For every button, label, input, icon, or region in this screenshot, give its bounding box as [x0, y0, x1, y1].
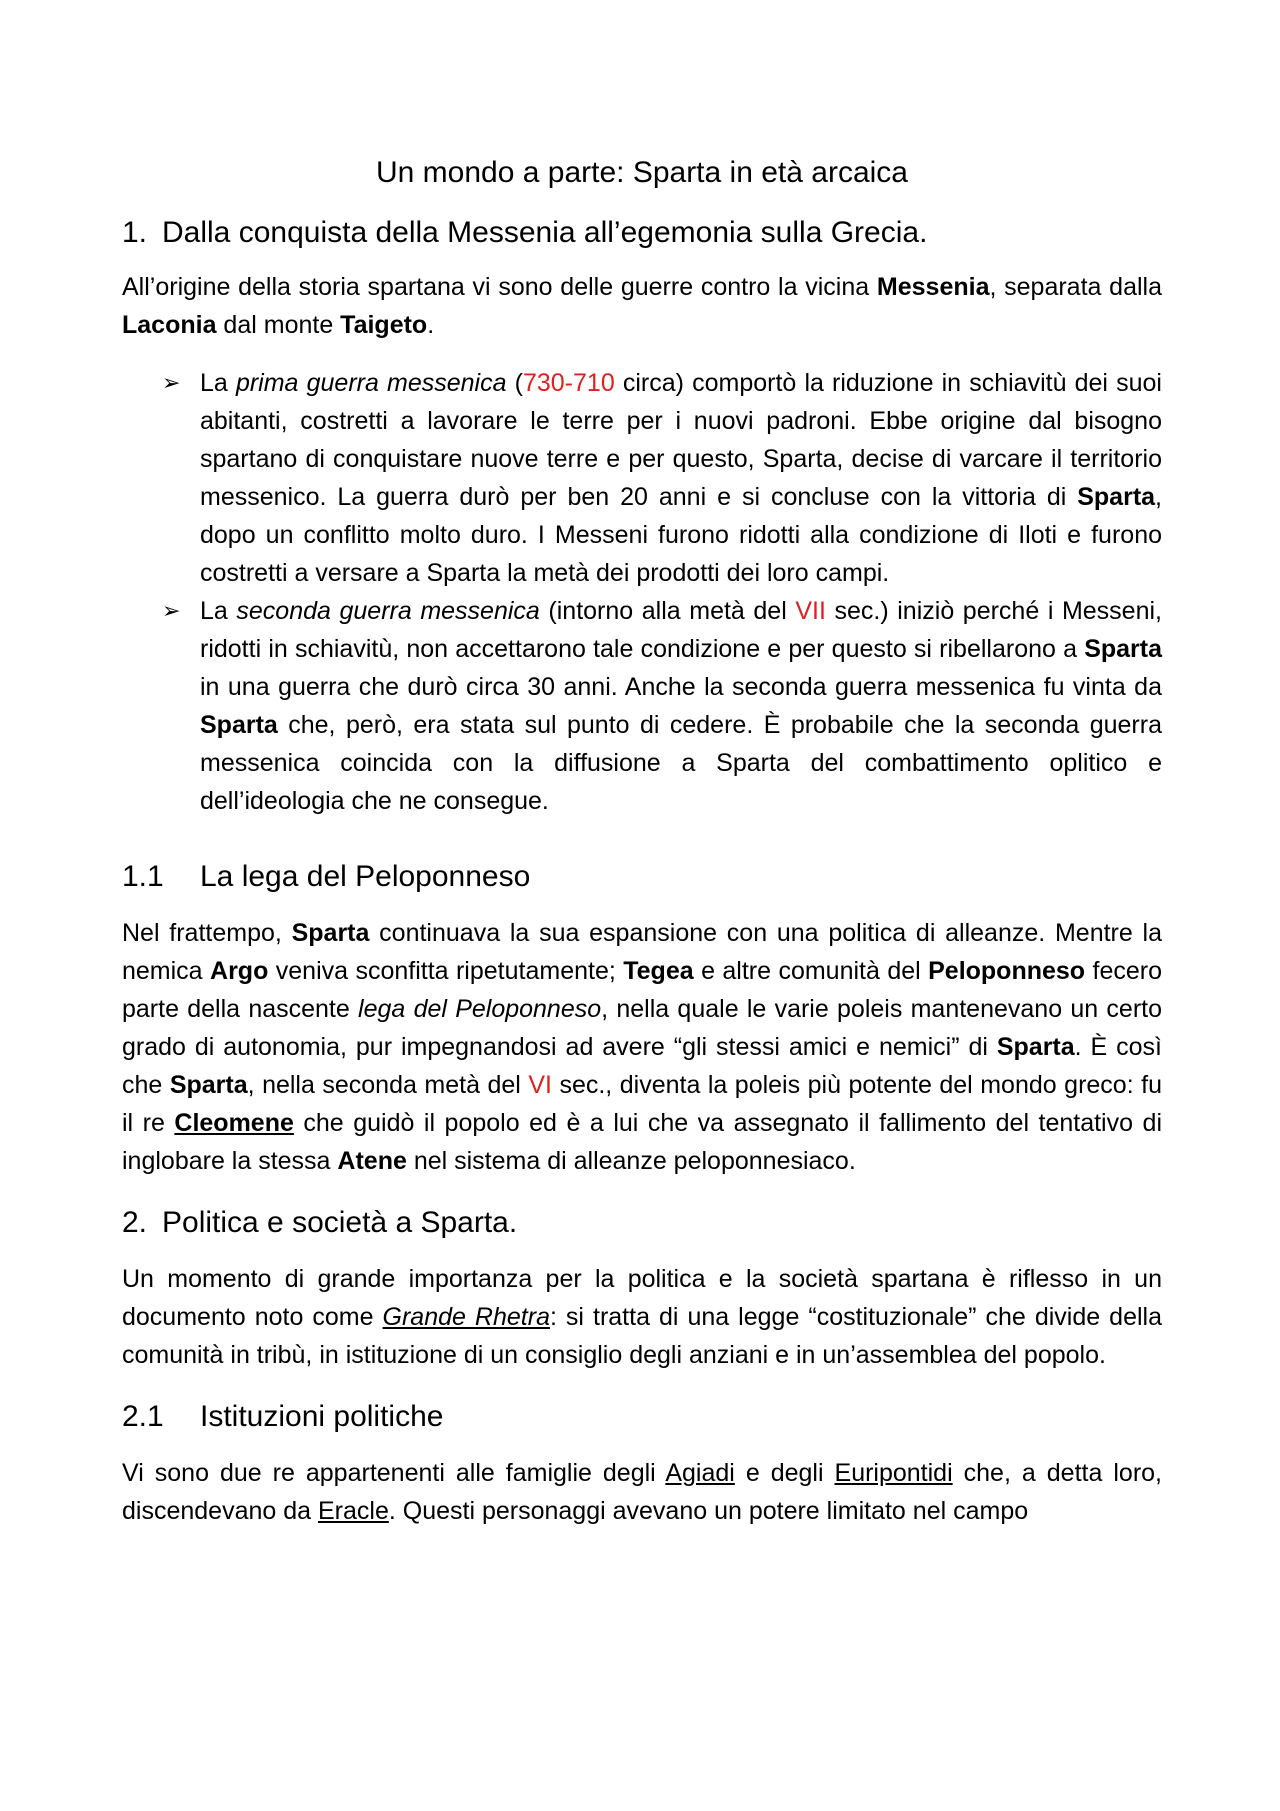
term-sparta: Sparta	[200, 711, 278, 739]
section-heading-2	[122, 1206, 1162, 1240]
text-run: che, però, era stata sul punto di cedere. È probabile che la seconda guerra messenica coincida con la diffusione a Sparta del combattimento oplitico e dell’ideologia che ne consegue.	[200, 711, 1162, 815]
term-taigeto: Taigeto	[340, 311, 428, 339]
text-run: . È così che	[122, 1033, 1162, 1099]
term-prima-guerra: prima guerra messenica	[235, 369, 507, 397]
section-title: Politica e società a Sparta.	[162, 1206, 518, 1239]
term-messenia: Messenia	[876, 273, 990, 301]
text-run: .	[427, 311, 435, 339]
term-sparta: Sparta	[996, 1033, 1075, 1061]
term-eracle: Eracle	[317, 1497, 389, 1525]
text-run: circa) comportò la riduzione in schiavitù dei suoi abitanti, costretti a lavorare le terre per i nuovi padroni. Ebbe origine dal bisogno spartano di conquistare nuove terre e per questo, Sparta, decise di varcare il territorio messenico. La guerra durò per ben 20 anni e si concluse con la vittoria di	[200, 369, 1162, 511]
text-run: La	[200, 369, 236, 397]
text-run: che, a detta loro, discendevano da	[122, 1459, 1162, 1525]
text-run: sec., diventa la poleis più potente del mondo greco: fu il re	[122, 1071, 1162, 1137]
arrowhead-bullet-icon: ➢	[162, 598, 181, 623]
text-run: continuava la sua espansione con una politica di alleanze. Mentre la nemica	[122, 919, 1163, 985]
text-run: Un momento di grande importanza per la politica e la società spartana è riflesso in un documento noto come	[122, 1265, 1162, 1331]
section-title: Istituzioni politiche	[200, 1400, 444, 1433]
text-run: , separata dalla	[989, 273, 1162, 301]
section-title: La lega del Peloponneso	[200, 860, 531, 893]
term-laconia: Laconia	[122, 311, 217, 339]
text-run: , nella quale le varie poleis mantenevano un certo grado di autonomia, pur impegnandosi ad avere “gli stessi amici e nemici” di	[122, 995, 1163, 1061]
text-run: nel sistema di alleanze peloponnesiaco.	[406, 1147, 856, 1175]
text-run: . Questi personaggi avevano un potere limitato nel campo	[388, 1497, 1029, 1525]
section-number: 2.1	[122, 1400, 164, 1433]
text-run: (intorno alla metà del	[539, 597, 796, 625]
lega-paragraph	[122, 914, 1162, 1180]
term-peloponneso: Peloponneso	[928, 957, 1086, 985]
istituzioni-paragraph	[122, 1454, 1162, 1530]
century-highlight: VI	[528, 1071, 552, 1099]
document-body	[122, 150, 1162, 1530]
bullet-list	[122, 364, 1162, 820]
text-run: , dopo un conflitto molto duro. I Messeni furono ridotti alla condizione di Iloti e furono costretti a versare a Sparta la metà dei prodotti dei loro campi.	[200, 483, 1162, 587]
section-heading-1-1	[122, 860, 1162, 894]
term-sparta: Sparta	[169, 1071, 248, 1099]
section-number: 1.1	[122, 860, 164, 893]
term-argo: Argo	[210, 957, 269, 985]
term-sparta: Sparta	[291, 919, 370, 947]
text-run: , nella seconda metà del	[247, 1071, 529, 1099]
term-seconda-guerra: seconda guerra messenica	[236, 597, 540, 625]
term-lega: lega del Peloponneso	[358, 995, 602, 1023]
text-run: dal monte	[216, 311, 341, 339]
term-euripontidi: Euripontidi	[834, 1459, 953, 1487]
page-title: Un mondo a parte: Sparta in età arcaica	[376, 156, 908, 189]
text-run: : si tratta di una legge “costituzionale” che divide della comunità in tribù, in istituzione di un consiglio degli anziani e in un’assemblea del popolo.	[122, 1303, 1162, 1369]
list-item	[122, 364, 1162, 592]
arrowhead-bullet-icon: ➢	[162, 370, 181, 395]
text-run: e degli	[734, 1459, 835, 1487]
text-run: All’origine della storia spartana vi sono delle guerre contro la vicina	[122, 273, 877, 301]
term-sparta: Sparta	[1084, 635, 1162, 663]
text-run: e altre comunità del	[693, 957, 929, 985]
term-tegea: Tegea	[623, 957, 694, 985]
section-number: 1.	[122, 216, 148, 249]
text-run: Vi sono due re appartenenti alle famiglie degli	[122, 1459, 666, 1487]
text-run: che guidò il popolo ed è a lui che va assegnato il fallimento del tentativo di inglobare la stessa	[122, 1109, 1162, 1175]
list-item	[122, 592, 1162, 820]
century-highlight: VII	[795, 597, 826, 625]
term-atene: Atene	[337, 1147, 407, 1175]
text-run: in una guerra che durò circa 30 anni. Anche la seconda guerra messenica fu vinta da	[200, 673, 1162, 701]
section-number: 2.	[122, 1206, 148, 1239]
term-grande-rhetra: Grande Rhetra	[382, 1303, 550, 1331]
term-agiadi: Agiadi	[665, 1459, 735, 1487]
politica-paragraph	[122, 1260, 1162, 1374]
section-title: Dalla conquista della Messenia all’egemonia sulla Grecia.	[162, 216, 928, 249]
text-run: fecero parte della nascente	[122, 957, 1162, 1023]
text-run: veniva sconfitta ripetutamente;	[268, 957, 624, 985]
text-run: La	[200, 597, 237, 625]
text-run: sec.) iniziò perché i Messeni, ridotti in schiavitù, non accettarono tale condizione e per questo si ribellarono a	[200, 597, 1162, 663]
text-run: (	[506, 369, 523, 397]
section-heading-2-1	[122, 1400, 1162, 1434]
term-cleomene: Cleomene	[174, 1109, 294, 1137]
section-heading-1	[122, 216, 1162, 250]
term-sparta: Sparta	[1077, 483, 1156, 511]
date-highlight: 730-710	[522, 369, 615, 397]
intro-paragraph	[122, 268, 1162, 344]
text-run: Nel frattempo,	[122, 919, 292, 947]
